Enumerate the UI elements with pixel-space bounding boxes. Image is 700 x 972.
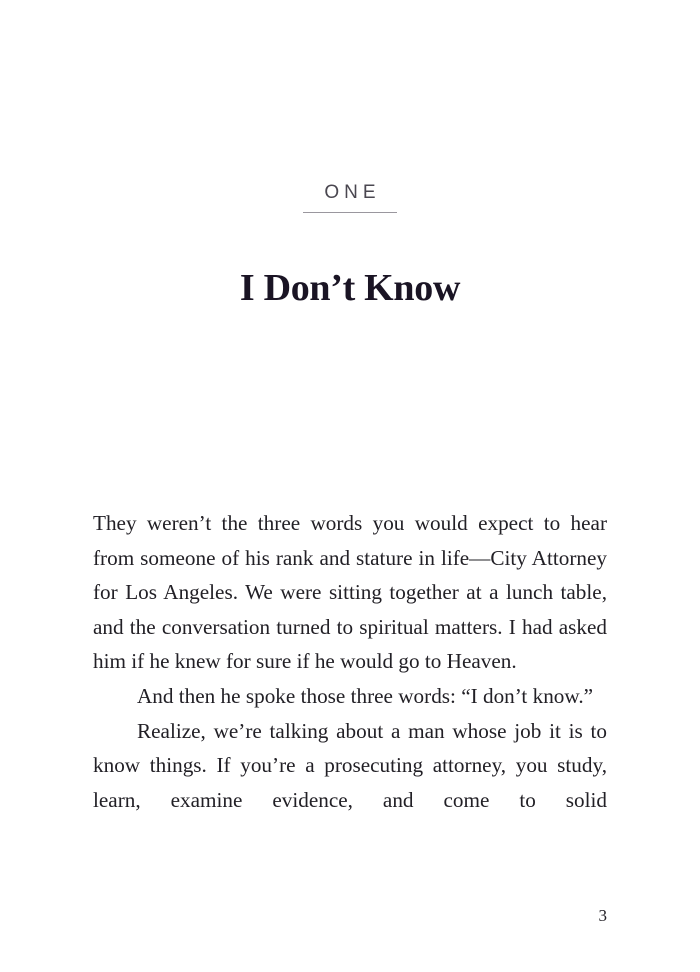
paragraph-2: And then he spoke those three words: “I don’t know.” <box>137 683 594 708</box>
page-number: 3 <box>598 906 607 925</box>
chapter-title: I Don’t Know <box>239 267 461 309</box>
paragraph-1: They weren’t the three words you would expect to hear from someone of his rank and stature in life—City Attorney for Los Angeles. We were sitting together at a lunch table, and the conversation turned to spiritual matters. I had asked him if he knew for sure if he would go to Heaven. <box>93 511 607 674</box>
paragraph-3: Realize, we’re talking about a man whose job it is to know things. If you’re a prosecuting attorney, you study, learn, examine evidence, and come to solid <box>93 718 607 812</box>
body-text <box>93 506 607 817</box>
chapter-rule <box>303 212 397 213</box>
chapter-label: ONE <box>324 182 381 203</box>
